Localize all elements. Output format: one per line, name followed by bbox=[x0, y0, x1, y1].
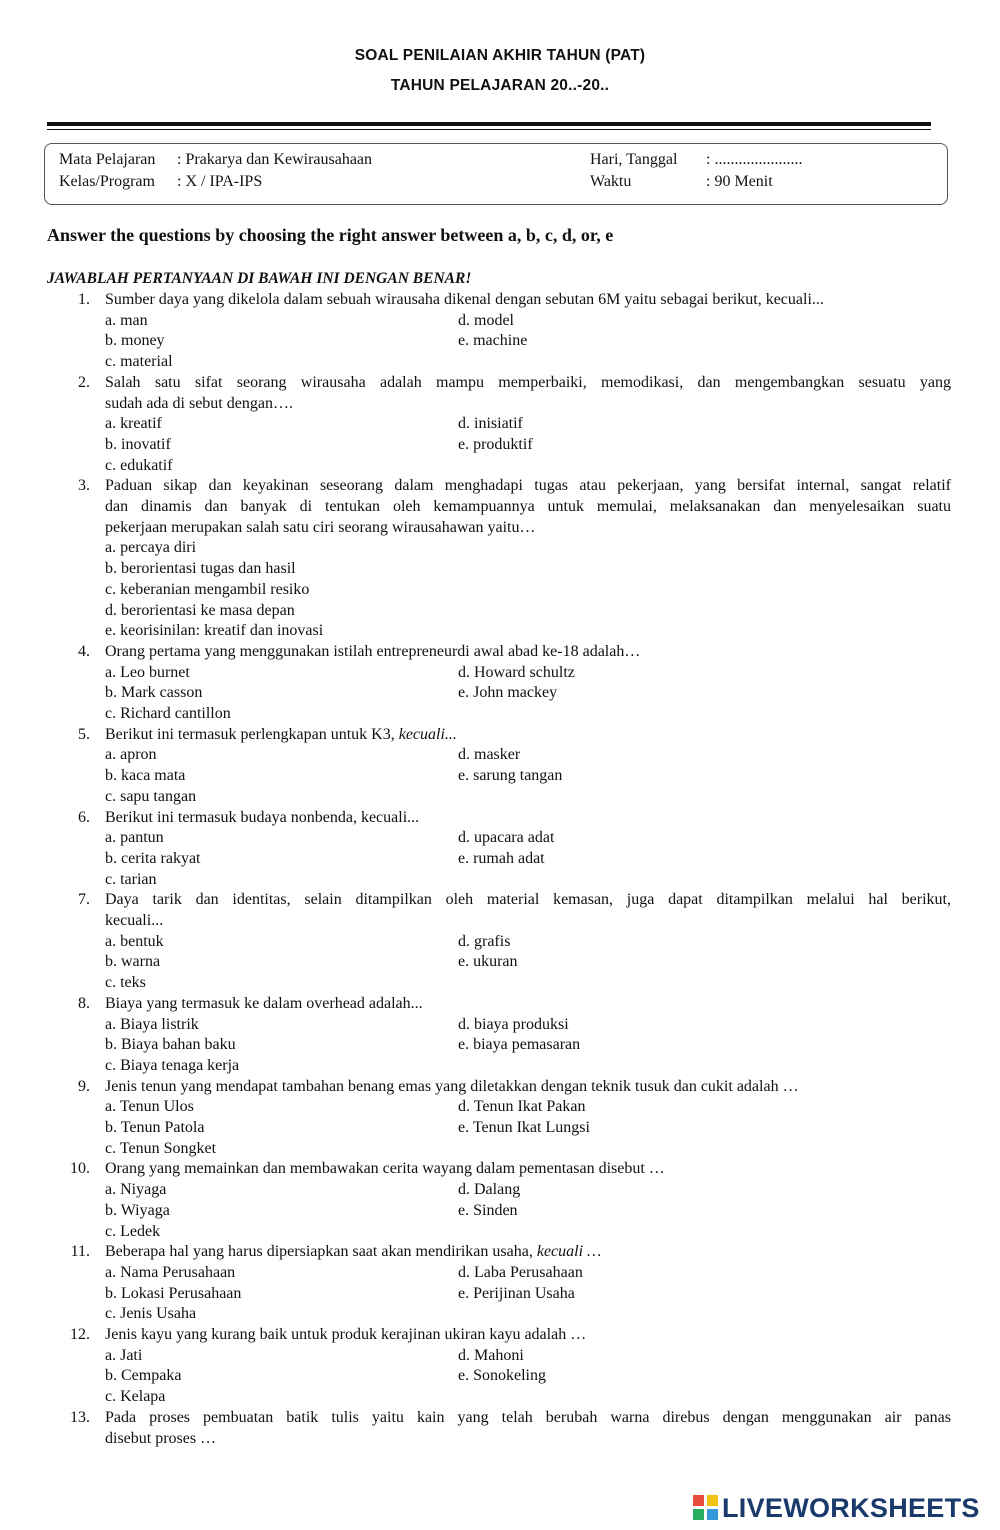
answer-option: e. Tenun Ikat Lungsi bbox=[458, 1119, 590, 1136]
answer-option: b. Mark casson bbox=[105, 684, 203, 702]
answer-option: d. Dalang bbox=[458, 1181, 521, 1199]
answer-option: d. Tenun Ikat Pakan bbox=[458, 1098, 586, 1116]
question-text-line: Berikut ini termasuk budaya nonbenda, kecuali... bbox=[105, 808, 420, 826]
question-text-line: Paduan sikap dan keyakinan seseorang dalam menghadapi tugas atau pekerjaan, yang bersifat internal, sangat relatif bbox=[105, 477, 951, 495]
answer-option: a. kreatif bbox=[105, 415, 162, 433]
liveworksheets-logo-icon bbox=[693, 1495, 719, 1521]
question-number: 12. bbox=[70, 1326, 90, 1343]
question-text-line: Jenis tenun yang mendapat tambahan benang emas yang diletakkan dengan teknik tusuk dan cukit adalah … bbox=[105, 1077, 799, 1095]
info-row-class bbox=[59, 173, 939, 193]
answer-option: b. money bbox=[105, 332, 165, 350]
answer-option: b. warna bbox=[105, 953, 161, 971]
question-text-line: pekerjaan merupakan salah satu ciri seorang wirausahawan yaitu… bbox=[105, 518, 536, 536]
answer-option: e. biaya pemasaran bbox=[458, 1036, 581, 1054]
answer-option: e. John mackey bbox=[458, 684, 558, 702]
section-heading: JAWABLAH PERTANYAAN DI BAWAH INI DENGAN BENAR! bbox=[47, 270, 472, 287]
answer-option: a. Leo burnet bbox=[105, 663, 190, 681]
question-number: 5. bbox=[78, 725, 90, 743]
answer-option: d. grafis bbox=[458, 932, 511, 950]
question-text bbox=[105, 1159, 665, 1179]
answer-option: c. material bbox=[105, 353, 173, 371]
answer-option: e. sarung tangan bbox=[458, 767, 563, 785]
answer-option: d. Howard schultz bbox=[458, 663, 575, 681]
class-value: : X / IPA-IPS bbox=[177, 173, 263, 190]
page-title: SOAL PENILAIAN AKHIR TAHUN (PAT) bbox=[354, 47, 646, 64]
question-text-line: dan dinamis dan banyak di tentukan oleh kemampuannya untuk memulai, melaksanakan dan menyelesaikan suatu bbox=[105, 498, 951, 515]
info-row-subject bbox=[59, 151, 939, 171]
question-text bbox=[105, 394, 293, 414]
answer-option: c. Richard cantillon bbox=[105, 705, 231, 722]
answer-option: c. sapu tangan bbox=[105, 787, 197, 805]
question-text bbox=[105, 725, 457, 745]
liveworksheets-logo-text: LIVEWORKSHEETS bbox=[722, 1492, 980, 1523]
answer-option: d. biaya produksi bbox=[458, 1015, 569, 1033]
question-text-line: Berikut ini termasuk perlengkapan untuk K3, bbox=[105, 725, 395, 743]
question-number: 2. bbox=[78, 373, 90, 391]
answer-option: a. man bbox=[105, 311, 148, 329]
question-text bbox=[105, 1077, 799, 1097]
answer-option: c. Kelapa bbox=[105, 1388, 166, 1406]
answer-option: e. rumah adat bbox=[458, 849, 545, 867]
answer-option: b. kaca mata bbox=[105, 767, 186, 785]
question-text-line: Salah satu sifat seorang wirausaha adalah mampu memperbaiki, memodikasi, dan mengembangkan sesuatu yang bbox=[105, 373, 951, 391]
answer-option: d. inisiatif bbox=[458, 415, 523, 433]
subject-label: Mata Pelajaran bbox=[59, 151, 156, 168]
question-text bbox=[105, 373, 951, 393]
question-number: 10. bbox=[70, 1160, 90, 1178]
answer-option: c. keberanian mengambil resiko bbox=[105, 580, 310, 598]
question-text bbox=[105, 911, 163, 931]
answer-option: d. Laba Perusahaan bbox=[458, 1263, 583, 1281]
answer-option: c. Tenun Songket bbox=[105, 1139, 217, 1157]
answer-option: c. Biaya tenaga kerja bbox=[105, 1056, 240, 1074]
question-text-line: Orang yang memainkan dan membawakan cerita wayang dalam pementasan disebut … bbox=[105, 1160, 665, 1178]
question-number: 1. bbox=[78, 291, 90, 308]
question-number: 3. bbox=[78, 477, 90, 495]
question-text bbox=[105, 518, 536, 538]
answer-option: d. berorientasi ke masa depan bbox=[105, 601, 295, 619]
answer-option: e. ukuran bbox=[458, 953, 518, 971]
answer-option: a. Nama Perusahaan bbox=[105, 1263, 236, 1281]
question-number: 6. bbox=[78, 808, 90, 826]
question-number: 7. bbox=[78, 891, 90, 909]
question-number: 11. bbox=[70, 1243, 90, 1261]
answer-option: b. inovatif bbox=[105, 435, 171, 453]
answer-option: a. pantun bbox=[105, 829, 164, 847]
answer-option: b. Lokasi Perusahaan bbox=[105, 1284, 242, 1302]
question-text bbox=[105, 1325, 586, 1345]
question-text-line: Biaya yang termasuk ke dalam overhead adalah... bbox=[105, 994, 423, 1012]
liveworksheets-logo bbox=[693, 1493, 980, 1523]
question-text bbox=[105, 497, 951, 517]
question-text-line: disebut proses … bbox=[105, 1429, 217, 1447]
time-label: Waktu bbox=[590, 173, 632, 190]
question-text-line: kecuali... bbox=[105, 912, 164, 929]
answer-option: d. masker bbox=[458, 746, 521, 764]
question-text-line: Jenis kayu yang kurang baik untuk produk kerajinan ukiran kayu adalah … bbox=[105, 1326, 587, 1343]
answer-option: b. Biaya bahan baku bbox=[105, 1036, 236, 1054]
question-text bbox=[105, 808, 419, 828]
answer-option: a. bentuk bbox=[105, 932, 164, 950]
subject-value: : Prakarya dan Kewirausahaan bbox=[177, 151, 373, 168]
answer-option: b. Cempaka bbox=[105, 1367, 182, 1385]
question-text-line: Sumber daya yang dikelola dalam sebuah wirausaha dikenal dengan sebutan 6M yaitu sebagai berikut, kecuali... bbox=[105, 291, 824, 308]
answer-option: a. apron bbox=[105, 746, 157, 764]
answer-option: e. Sinden bbox=[458, 1201, 518, 1219]
question-text-line: Daya tarik dan identitas, selain ditampilkan oleh material kemasan, juga dapat ditampilkan melalui hal berikut, bbox=[105, 891, 951, 909]
answer-option: a. Jati bbox=[105, 1346, 143, 1364]
question-text-line: Orang pertama yang menggunakan istilah entrepreneurdi awal abad ke-18 adalah… bbox=[105, 642, 641, 660]
question-emphasis: kecuali... bbox=[398, 725, 457, 743]
question-text bbox=[105, 1429, 216, 1449]
answer-option: b. berorientasi tugas dan hasil bbox=[105, 560, 296, 578]
answer-option: a. Biaya listrik bbox=[105, 1015, 199, 1033]
question-text bbox=[105, 994, 423, 1014]
answer-option: a. Tenun Ulos bbox=[105, 1098, 194, 1116]
answer-option: b. Wiyaga bbox=[105, 1201, 170, 1219]
header-divider-thick bbox=[47, 122, 931, 126]
answer-option: c. Jenis Usaha bbox=[105, 1305, 197, 1323]
header-divider-thin bbox=[47, 129, 931, 130]
answer-option: c. Ledek bbox=[105, 1222, 161, 1240]
answer-option: d. upacara adat bbox=[458, 829, 555, 847]
question-number: 4. bbox=[78, 642, 90, 660]
question-number: 8. bbox=[78, 994, 90, 1012]
answer-option: a. Niyaga bbox=[105, 1181, 167, 1199]
question-text bbox=[105, 1408, 951, 1428]
question-number: 9. bbox=[78, 1077, 90, 1095]
exam-info-box bbox=[44, 143, 948, 205]
question-text bbox=[105, 890, 951, 910]
answer-option: e. produktif bbox=[458, 435, 533, 453]
answer-option: e. keorisinilan: kreatif dan inovasi bbox=[105, 622, 324, 640]
question-text bbox=[105, 1242, 601, 1262]
class-label: Kelas/Program bbox=[59, 173, 155, 190]
date-value: : ...................... bbox=[706, 151, 803, 168]
question-emphasis: kecuali … bbox=[536, 1243, 602, 1261]
instruction-text: Answer the questions by choosing the right answer between a, b, c, d, or, e bbox=[47, 225, 614, 245]
question-text bbox=[105, 476, 951, 496]
answer-option: e. Perijinan Usaha bbox=[458, 1284, 575, 1302]
answer-option: b. cerita rakyat bbox=[105, 849, 201, 867]
answer-option: e. machine bbox=[458, 332, 528, 350]
question-text-line: Pada proses pembuatan batik tulis yaitu kain yang telah berubah warna direbus dengan menggunakan air panas bbox=[105, 1408, 951, 1426]
answer-option: a. percaya diri bbox=[105, 539, 197, 557]
question-text bbox=[105, 642, 640, 662]
page-subtitle: TAHUN PELAJARAN 20..-20.. bbox=[390, 77, 610, 94]
date-label: Hari, Tanggal bbox=[590, 151, 678, 168]
question-text bbox=[105, 290, 824, 310]
answer-option: b. Tenun Patola bbox=[105, 1119, 205, 1136]
answer-option: e. Sonokeling bbox=[458, 1367, 546, 1385]
answer-option: c. teks bbox=[105, 974, 146, 992]
answer-option: c. edukatif bbox=[105, 456, 173, 474]
question-number: 13. bbox=[70, 1408, 90, 1426]
answer-option: d. model bbox=[458, 311, 514, 329]
question-text-line: Beberapa hal yang harus dipersiapkan saat akan mendirikan usaha, bbox=[105, 1243, 533, 1261]
answer-option: d. Mahoni bbox=[458, 1346, 524, 1364]
time-value: : 90 Menit bbox=[706, 173, 773, 190]
answer-option: c. tarian bbox=[105, 870, 157, 888]
question-text-line: sudah ada di sebut dengan…. bbox=[105, 394, 293, 412]
